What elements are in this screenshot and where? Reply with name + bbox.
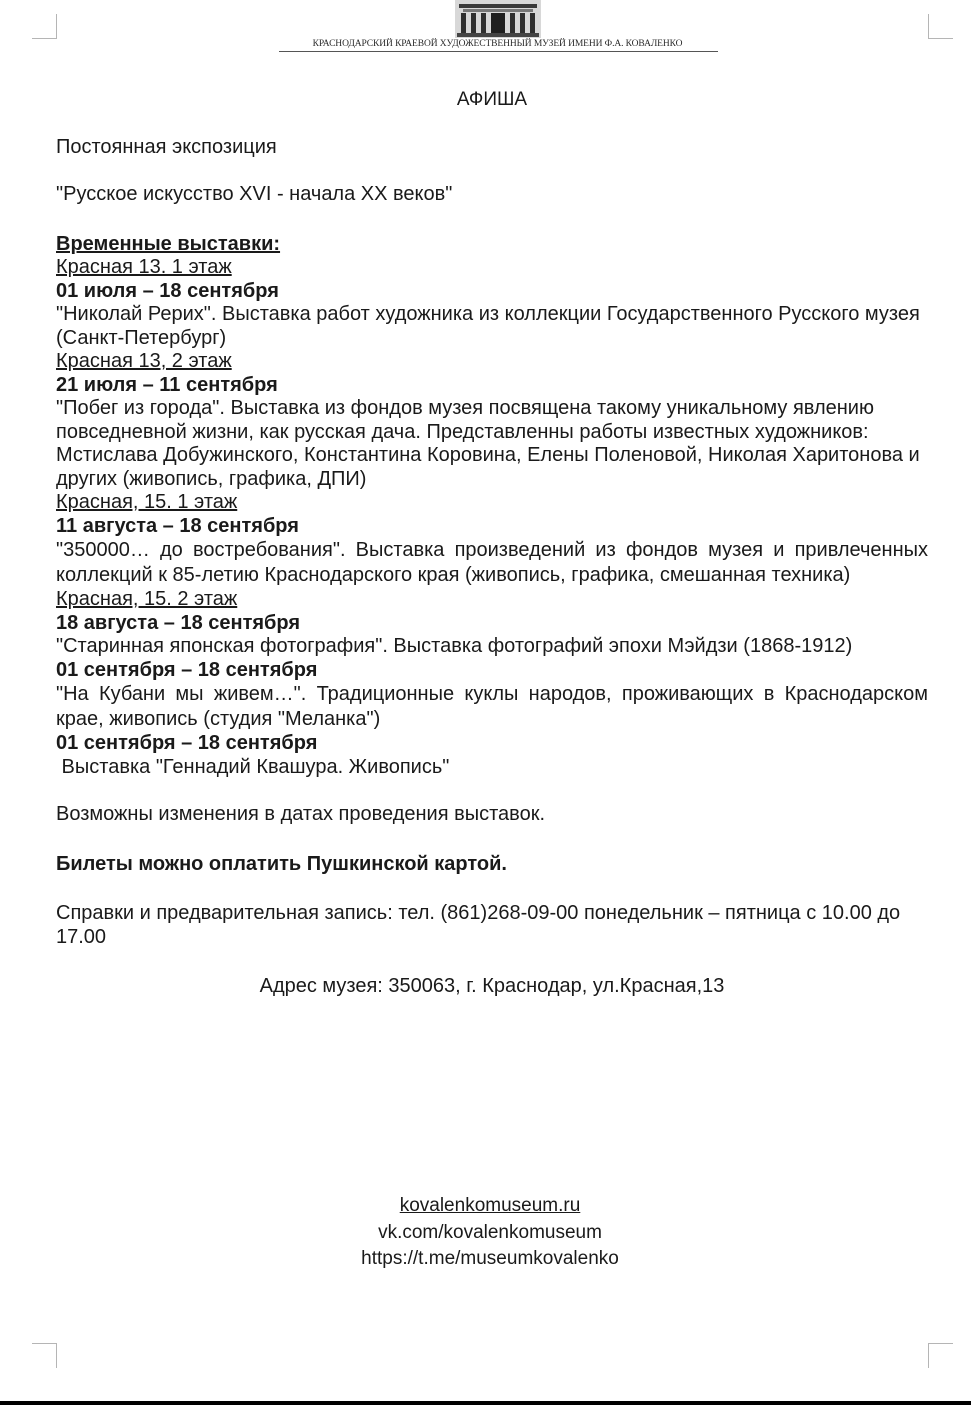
page-corner-bottom-right (928, 1343, 953, 1368)
screen-bottom-bar (0, 1401, 971, 1405)
links-block (0, 1193, 971, 1273)
exhibition-description: "На Кубани мы живем…". Традиционные куклы народов, проживающих в Краснодарском крае, живопись (студия "Меланка") (56, 683, 928, 730)
exhibition-description: Выставка "Геннадий Квашура. Живопись" (56, 755, 450, 778)
venue-label: Красная 13. 1 этаж (56, 256, 232, 278)
permanent-exhibition: "Русское искусство XVI - начала XX веков" (56, 183, 453, 205)
exhibition-dates: 11 августа – 18 сентября (56, 514, 299, 537)
page-corner-top-left (32, 14, 57, 39)
page-title: АФИША (456, 89, 528, 110)
museum-address: Адрес музея: 350063, г. Краснодар, ул.Красная,13 (259, 975, 725, 997)
museum-name: КРАСНОДАРСКИЙ КРАЕВОЙ ХУДОЖЕСТВЕННЫЙ МУЗЕЙ ИМЕНИ Ф.А. КОВАЛЕНКО (312, 39, 683, 49)
tickets-notice: Билеты можно оплатить Пушкинской картой. (56, 852, 507, 875)
poster-body (56, 88, 928, 999)
exhibition-dates: 18 августа – 18 сентября (56, 611, 301, 634)
exhibition-dates: 01 сентября – 18 сентября (56, 658, 318, 681)
contacts-info: Справки и предварительная запись: тел. (861)268-09-00 понедельник – пятница с 10.00 до 17.00 (56, 902, 901, 948)
page-corner-top-right (928, 14, 953, 39)
page-corner-bottom-left (32, 1343, 57, 1368)
venue-label: Красная 13, 2 этаж (56, 350, 232, 372)
exhibition-dates: 01 сентября – 18 сентября (56, 732, 318, 754)
museum-building-icon (455, 0, 541, 38)
exhibition-dates: 21 июля – 11 сентября (56, 373, 278, 396)
venue-label: Красная, 15. 1 этаж (56, 491, 238, 513)
exhibition-description: "Побег из города". Выставка из фондов музея посвящена такому уникальному явлению повседневной жизни, как русская дача. Представленны работы известных художников: Мстислава Добужинского, Константина Коровина, Елены Поленовой, Николая Харитонова и других (живопись, графика, ДПИ) (56, 397, 920, 490)
venue-label: Красная, 15. 2 этаж (56, 588, 238, 610)
permanent-heading: Постоянная экспозиция (56, 135, 277, 158)
site-link[interactable]: kovalenkomuseum.ru (399, 1195, 581, 1216)
telegram-link[interactable]: https://t.me/museumkovalenko (361, 1248, 619, 1269)
exhibition-description: "350000… до востребования". Выставка произведений из фондов музея и привлеченных коллекций к 85-летию Краснодарского края (живопись, графика, смешанная техника) (56, 539, 928, 586)
changes-notice: Возможны изменения в датах проведения выставок. (56, 803, 545, 825)
exhibition-description: "Старинная японская фотография". Выставка фотографий эпохи Мэйдзи (1868-1912) (56, 635, 853, 657)
temporary-heading: Временные выставки: (56, 232, 281, 255)
exhibition-description: "Николай Рерих". Выставка работ художника из коллекции Государственного Русского музея (Санкт-Петербург) (56, 303, 920, 349)
header-divider (279, 51, 718, 52)
vk-link[interactable]: vk.com/kovalenkomuseum (378, 1221, 602, 1243)
exhibition-dates: 01 июля – 18 сентября (56, 279, 279, 302)
letterhead (275, 0, 720, 49)
